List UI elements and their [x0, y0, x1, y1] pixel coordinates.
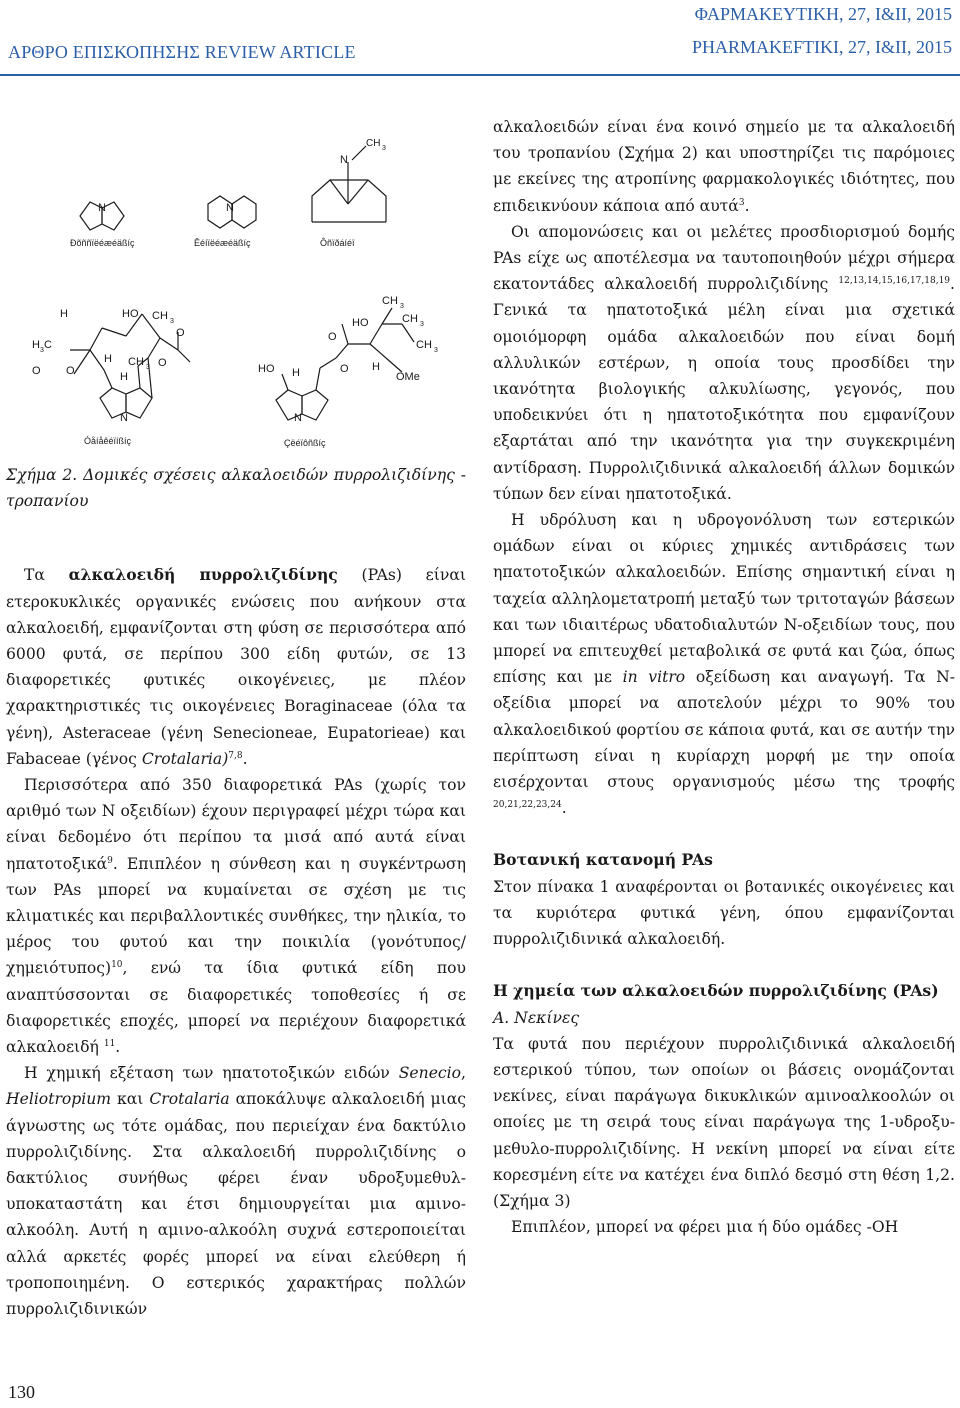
text: Περισσότερα από 350 διαφορετικά PAs (χωρίς τον αριθμό των Ν οξειδίων) έχουν περιγραφεί μέχρι τώρα και είναι δεδομένο ότι περίπου τα μισά από αυτά είναι ηπατοτοξικά — [6, 776, 466, 873]
italic-term: Crotalaria — [149, 1090, 230, 1109]
text: αποκάλυψε αλκαλοειδή μιας άγνωστης ως τότε ομάδας, που περιείχαν ένα δακτύλιο πυρρολιζιδίνης. Στα αλκαλοειδή πυρρολιζιδίνης ο δακτύλιος συνήθως φέρει έναν υδροξυμεθυλ- υποκαταστάτη και έτσι δημιουργείται μια αμινο-αλκοόλη. Αυτή η αμινο-αλκοόλη συχνά εστεροποιείται αλλά αρκετές φορές μπορεί να είναι ελεύθερη ή τροποποιημένη. Ο εστερικός χαρακτήρας πολλών πυρρολιζιδινικών — [6, 1090, 466, 1319]
atom-sub: 3 — [420, 321, 424, 328]
text: , — [461, 1064, 466, 1083]
paragraph — [6, 772, 466, 1060]
text: , ενώ τα ίδια φυτικά είδη που αναπτύσσονται σε διαφορετικές τοποθεσίες ή σε διαφορετικές εποχές, μπορεί να περιέχουν διαφορετικά αλκαλοειδή — [6, 959, 466, 1057]
atom-o: O — [66, 365, 75, 377]
paragraph: Τα φυτά που περιέχουν πυρρολιζιδινικά αλκαλοειδή εστερικού τύπου, των οποίων οι βάσεις ονομάζονται νεκίνες, είναι παράγωγα δικυκλικών αμινοαλκοολών οι οποίες με τη σειρά τους είναι παράγωγα της 1-υδροξυ-μεθυλο-πυρρολιζιδίνης. Η νεκίνη μπορεί να είναι είτε κορεσμένη είτε να κατέχει ένα διπλό δεσμό στη θέση 1,2. (Σχήμα 3) — [493, 1034, 955, 1210]
italic-term: Heliotropium — [6, 1090, 112, 1109]
structures-drawing — [30, 118, 468, 458]
paragraph — [493, 507, 955, 821]
text: Η χημική εξέταση των ηπατοτοξικών ειδών — [24, 1064, 399, 1083]
atom-sub: 3 — [170, 318, 174, 325]
text: . — [242, 749, 248, 768]
text: Οι απομονώσεις και οι μελέτες προσδιορισμού δομής PAs είχε ως αποτέλεσμα να ταυτοποιηθούν μέχρι σήμερα εκατοντάδες αλκαλοειδή πυρρολιζιδίνης — [493, 222, 955, 294]
citation: 3 — [738, 197, 745, 208]
atom-ch: CH — [416, 339, 432, 351]
section-heading: Η χημεία των αλκαλοειδών πυρρολιζιδίνης (PAs) — [493, 981, 939, 1001]
compound-label: Êéíïëéæéäßíç — [194, 238, 251, 248]
paragraph — [6, 562, 466, 772]
atom-o: O — [328, 331, 337, 343]
compound-label: Óåíåêéïíßíç — [84, 436, 132, 446]
caption-text: Δομικές σχέσεις αλκαλοειδών πυρρολιζιδίνης - τροπανίου — [6, 466, 466, 511]
text: αλκαλοειδών είναι ένα κοινό σημείο με τα αλκαλοειδή του τροπανίου (Σχήμα 2) και υποστηρίζει τις παρόμοιες με εκείνες της ατροπίνης φαρμακολογικές ιδιότητες, που επιδεικνύουν κάποια από αυτά — [493, 118, 955, 215]
text: . — [115, 1038, 121, 1057]
text: . — [744, 196, 750, 215]
quinolizidine-ring-right — [232, 196, 256, 228]
italic-term: in vitro — [622, 668, 686, 687]
paragraph — [493, 114, 955, 219]
atom-ho: HO — [258, 363, 275, 375]
atom-h: H — [32, 339, 40, 351]
italic-term: Crotalaria) — [141, 749, 229, 768]
atom-ch: CH — [128, 356, 144, 368]
paragraph: Επιπλέον, μπορεί να φέρει μια ή δύο ομάδες -ΟΗ — [511, 1218, 899, 1237]
atom-sub: 3 — [146, 364, 150, 371]
italic-term: Senecio — [398, 1064, 462, 1083]
text: Η υδρόλυση και η υδρογονόλυση των εστερικών ομάδων είναι οι κύριες χημικές αντιδράσεις των ηπατοτοξικών αλκαλοειδών. Επίσης σημαντική είναι η ταχεία αλληλομετατροπή μεταξύ των τριτοταγών βάσεων και των ιδιαιτέρως υδατοδιαλυτών Ν-οξειδίων τους, που μπορεί να επιτευχθεί μεταβολικά σε φυτά και ζώα, όπως επίσης και με — [493, 511, 955, 687]
atom-ho: HO — [352, 317, 369, 329]
atom-sub: 3 — [400, 303, 404, 310]
atom-o: O — [158, 357, 167, 369]
figure-caption — [6, 462, 466, 514]
atom-n: N — [226, 202, 234, 214]
citation: 7,8 — [228, 750, 243, 761]
atom-ch: CH — [152, 310, 168, 322]
atom-n: N — [340, 154, 348, 166]
header-rule — [0, 74, 960, 76]
text: . Επιπλέον η σύνθεση και η συγκέντρωση των PAs μπορεί να κυμαίνεται σε σχέση με τις κλιματικές και περιβαλλοντικές συνθήκες, την ηλικία, το μέρος του φυτού και την ποικιλία (γονότυπος/χημειότυπος) — [6, 854, 466, 978]
atom-ch: CH — [402, 313, 418, 325]
atom-n: N — [98, 202, 106, 214]
atom-h: H — [292, 367, 300, 379]
text: Τα — [24, 566, 69, 585]
journal-title-greek: ΦΑΡΜΑΚΕΥΤΙΚΗ, 27, I&II, 2015 — [694, 4, 952, 24]
text: και — [111, 1090, 150, 1109]
atom-ch: CH — [382, 295, 398, 307]
atom-sub: 3 — [434, 347, 438, 354]
subsection-heading: Α. Νεκίνες — [493, 1008, 580, 1027]
citation: 11 — [103, 1039, 116, 1050]
compound-label: Çëéïôñßíç — [284, 438, 326, 448]
caption-label: Σχήμα 2. — [6, 466, 78, 484]
text: . Γενικά τα ηπατοτοξικά μέλη είναι μια σχετικά ομοιόμορφη ομάδα αλκαλοειδών που είναι δομή αλλυλικών εστέρων, η οποία τους προσδίδει την ικανότητα βιολογικής αλκυλίωσης, γεγονός, που υποδεικνύει ότι η ηπατοτοξικότητα που εμφανίζουν εξαρτάται από την ικανότητα για την συγκεκριμένη αντίδραση. Πυρρολιζιδινικά αλκαλοειδή άλλων δομικών τύπων δεν είναι ηπατοτοξικά. — [493, 275, 955, 503]
heliotrine-ring-b — [302, 390, 328, 420]
compound-label: Ðõññïëéæéäßíç — [70, 238, 135, 248]
running-header-right — [692, 0, 952, 64]
compound-label: Ôñïðáíéï — [320, 238, 355, 248]
text: οξείδωση και αναγωγή. Τα Ν-οξείδια μπορεί να αποτελούν μέχρι το 90% του αλκαλοειδικού φορτίου σε κάποια φυτά, και σε αυτήν την περίπτωση είναι η κυρίαρχη μορφή με την οποία εισέρχονται στους οργανισμούς μέσω της τροφής — [493, 668, 955, 792]
text: . — [561, 799, 567, 818]
atom-n: N — [120, 412, 128, 424]
atom-o: O — [32, 365, 41, 377]
atom-o: O — [176, 327, 185, 339]
right-column — [493, 114, 955, 1240]
atom-h: H — [120, 371, 128, 383]
citation: 12,13,14,15,16,17,18,19 — [838, 276, 951, 287]
bold-term: αλκαλοειδή πυρρολιζιδίνης — [68, 565, 338, 585]
atom-ho: HO — [122, 308, 139, 320]
paragraph: Στον πίνακα 1 αναφέρονται οι βοτανικές οικογένειες και τα κυριότερα φυτικά γένη, όπου εμφανίζονται πυρρολιζιδινικά αλκαλοειδή. — [493, 877, 955, 949]
tropane-ring-outer — [312, 180, 386, 222]
atom-n: N — [294, 412, 302, 424]
journal-title-latin: PHARMAKEFTIKI, 27, I&II, 2015 — [692, 37, 952, 57]
citation: 20,21,22,23,24 — [493, 800, 562, 811]
atom-sub: 3 — [382, 145, 386, 152]
citation: 9 — [107, 855, 113, 866]
text: (PAs) είναι ετεροκυκλικές οργανικές ενώσεις που ανήκουν στα αλκαλοειδή, εμφανίζονται στη φύση σε περισσότερα από 6000 φυτά, σε περίπου 300 είδη φυτών, σε 13 διαφορετικές φυτικές οικογένειες, με πλέον χαρακτηριστικές τις οικογένειες Boraginaceae (όλα τα γένη), Asteraceae (γένη Senecioneae, Eupatorieae) και Fabaceae (γένος — [6, 566, 466, 768]
atom-h: H — [60, 308, 68, 320]
atom-ch: CH — [366, 138, 381, 149]
atom-ome: OMe — [396, 371, 420, 383]
paragraph — [6, 1060, 466, 1322]
section-heading: Βοτανική κατανομή PAs — [493, 850, 713, 870]
citation: 10 — [111, 960, 123, 971]
atom-c: C — [44, 339, 52, 351]
page-number: 130 — [8, 1382, 35, 1402]
left-column — [6, 462, 466, 1322]
running-header-left: ΑΡΘΡΟ ΕΠΙΣΚΟΠΗΣΗΣ REVIEW ARTICLE — [8, 42, 356, 62]
atom-o: O — [340, 363, 349, 375]
figure-2-structures — [30, 118, 468, 458]
senecionine-ring-b — [126, 388, 152, 418]
paragraph — [493, 219, 955, 507]
atom-h: H — [104, 353, 112, 365]
atom-sub: 3 — [40, 347, 44, 354]
atom-h: H — [372, 361, 380, 373]
